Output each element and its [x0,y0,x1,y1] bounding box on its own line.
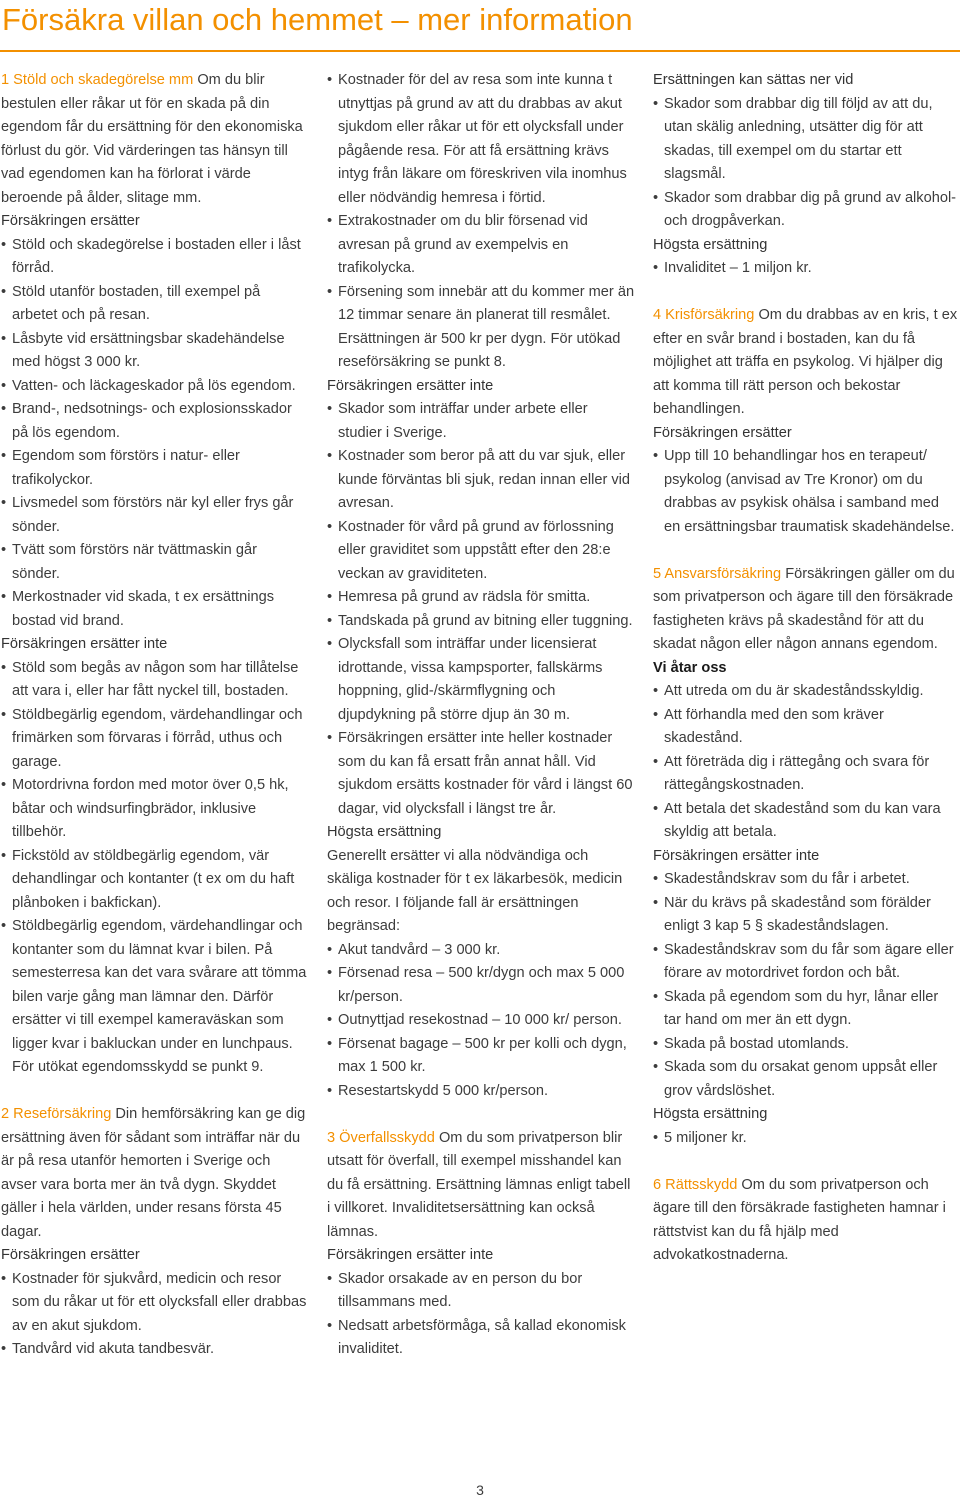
list-item: • Försenat bagage – 500 kr per kolli och dygn, max 1 500 kr. [327,1033,635,1080]
section-3-max-list [653,257,958,281]
section-3-excl-heading: Försäkringen ersätter inte [327,1247,494,1263]
list-item: • Invaliditet – 1 miljon kr. [653,257,958,281]
column-1 [1,69,307,1362]
section-6-heading: 6 Rättsskydd [653,1176,738,1193]
list-item: • Kostnader som beror på att du var sjuk, eller kunde förväntas bli sjuk, redan innan eller vid avresan. [327,445,635,516]
section-3-intro: 3 Överfallsskydd Om du som privatperson blir utsatt för överfall, till exempel misshandel kan du få ersättning. Ersättning lämnas enligt tabell i villkoret. Invaliditetsersättning kan också lämnas. [327,1129,631,1240]
section-5-excl-list [653,868,958,1103]
section-2-covers-heading: Försäkringen ersätter [1,1247,140,1263]
column-2 [327,69,635,1362]
list-item: • Tandvård vid akuta tandbesvär. [1,1338,307,1362]
list-item: • När du krävs på skadestånd som förälder enligt 3 kap 5 § skadeståndslagen. [653,892,958,939]
list-item: • Livsmedel som förstörs när kyl eller frys går sönder. [1,492,307,539]
section-2-max-heading: Högsta ersättning [327,824,442,840]
list-item: • Att företräda dig i rättegång och svara för rättegångskostnaden. [653,751,958,798]
list-item: • Resestartskydd 5 000 kr/person. [327,1080,635,1104]
section-2-excl-heading: Försäkringen ersätter inte [327,377,494,394]
list-item: • Skada på bostad utomlands. [653,1033,958,1057]
section-5-we-list [653,680,958,845]
section-5-max-heading: Högsta ersättning [653,1106,768,1122]
page-title: Försäkra villan och hemmet – mer information [2,2,633,37]
list-item: • Hemresa på grund av rädsla för smitta. [327,586,635,610]
list-item: • Skada som du orsakat genom uppsåt eller grov vårdslöshet. [653,1056,958,1103]
section-2-heading: 2 Reseförsäkring [1,1106,112,1122]
list-item: • Tvätt som förstörs när tvättmaskin går sönder. [1,539,307,586]
list-item: • Skadeståndskrav som du får i arbetet. [653,868,958,892]
list-item: • Motordrivna fordon med motor över 0,5 hk, båtar och windsurfingbrädor, inklusive tillbehör. [1,774,307,845]
section-5-intro: 5 Ansvarsförsäkring Försäkringen gäller om du som privatperson och ägare till den försäkrade fastigheten krävs på skadestånd för att du skadat någon eller någon annans egendom. [653,565,955,652]
list-item: • Att förhandla med den som kräver skadestånd. [653,704,958,751]
list-item: • Stöld och skadegörelse i bostaden eller i låst förråd. [1,234,307,281]
list-item: • Vatten- och läckageskador på lös egendom. [1,375,307,399]
list-item: • Försäkringen ersätter inte heller kostnader som du kan få ersatt från annat håll. Vid sjukdom ersätts kostnader för vård i längst 60 dagar, vid olycksfall i längst tre år. [327,727,635,821]
list-item: • Skada på egendom som du hyr, lånar eller tar hand om mer än ett dygn. [653,986,958,1033]
list-item: • Skadeståndskrav som du får som ägare eller förare av motordrivet fordon och båt. [653,939,958,986]
title-divider [0,50,960,52]
section-2-excl-list [327,398,635,821]
section-2-max-intro: Generellt ersätter vi alla nödvändiga och skäliga kostnader för t ex läkarbesök, medicin och resor. I följande fall är ersättningen begränsad: [327,847,623,934]
section-1-intro: 1 Stöld och skadegörelse mm Om du blir bestulen eller råkar ut för en skada på din egendom får du ersättning för den ekonomiska förlust du gör. Vid värderingen tas hänsyn till vad egendomen kan ha förlorat i värde beroende på ålder, slitage mm. [1,72,303,206]
list-item: • Stöldbegärlig egendom, värdehandlingar och frimärken som förvaras i förråd, uthus och garage. [1,704,307,775]
list-item: • Kostnader för vård på grund av förlossning eller graviditet som uppstått efter den 28:e veckan av graviditeten. [327,516,635,587]
list-item: • Outnyttjad resekostnad – 10 000 kr/ person. [327,1009,635,1033]
section-5-heading: 5 Ansvarsförsäkring [653,565,782,582]
section-2-max-list [327,939,635,1104]
section-1-covers-heading: Försäkringen ersätter [1,213,140,229]
section-3-heading: 3 Överfallsskydd [327,1129,435,1146]
list-item: • Merkostnader vid skada, t ex ersättnings bostad vid brand. [1,586,307,633]
list-item: • Stöld utanför bostaden, till exempel på arbetet och på resan. [1,281,307,328]
list-item: • Skador som drabbar dig till följd av att du, utan skälig anledning, utsätter dig för att skadas, till exempel om du startar ett slagsmål. [653,93,958,187]
section-2-intro: 2 Reseförsäkring Din hemförsäkring kan ge dig ersättning även för sådant som inträffar när du är på resa utanför hemorten i Sverige och avser vara borta mer än två dygn. Skyddet gäller i hela världen, under resans första 45 dagar. [1,1106,306,1240]
list-item: • Kostnader för sjukvård, medicin och resor som du råkar ut för ett olycksfall eller drabbas av en akut sjukdom. [1,1268,307,1339]
list-item: • Skador orsakade av en person du bor tillsammans med. [327,1268,635,1315]
section-4-covers-heading: Försäkringen ersätter [653,424,792,441]
list-item: • Olycksfall som inträffar under licensierat idrottande, vissa kampsporter, fallskärms hoppning, glid-/skärmflygning och djupdykning på större djup än 30 m. [327,633,635,727]
list-item: • Försening som innebär att du kommer mer än 12 timmar senare än planerat till resmålet. Ersättningen är 500 kr per dygn. För utökad reseförsäkring se punkt 8. [327,281,635,375]
section-5-excl-heading: Försäkringen ersätter inte [653,847,820,864]
list-item: • Brand-, nedsotnings- och explosionsskador på lös egendom. [1,398,307,445]
section-6-intro: 6 Rättsskydd Om du som privatperson och ägare till den försäkrade fastigheten hamnar i rättstvist kan du få hjälp med advokatkostnaderna. [653,1176,946,1263]
list-item: • Stöldbegärlig egendom, värdehandlingar och kontanter som du lämnat kvar i bilen. På semesterresa kan det vara svårare att tömma bilen varje gång man lämnar den. Därför ersätter vi till exempel kameraväskan som ligger kvar i bakluckan under en lunchpaus. För utökat egendomsskydd se punkt 9. [1,915,307,1080]
section-3-excl-list [327,1268,635,1362]
list-item: • Upp till 10 behandlingar hos en terapeut/ psykolog (anvisad av Tre Kronor) om du drabbas av psykisk ohälsa i samband med en ersättningsbar traumatisk skadehändelse. [653,445,958,539]
section-5-we-heading: Vi åtar oss [653,659,727,676]
list-item: • Skador som inträffar under arbete eller studier i Sverige. [327,398,635,445]
list-item: • 5 miljoner kr. [653,1127,958,1151]
section-2-covers-list-cont [327,69,635,375]
section-4-heading: 4 Krisförsäkring [653,307,755,323]
list-item: • Tandskada på grund av bitning eller tuggning. [327,610,635,634]
column-3 [653,69,958,1268]
list-item: • Stöld som begås av någon som har tillåtelse att vara i, eller har fått nyckel till, bostaden. [1,657,307,704]
list-item: • Låsbyte vid ersättningsbar skadehändelse med högst 3 000 kr. [1,328,307,375]
section-3-reduced-list [653,93,958,234]
section-3-reduced-heading: Ersättningen kan sättas ner vid [653,72,854,88]
list-item: • Nedsatt arbetsförmåga, så kallad ekonomisk invaliditet. [327,1315,635,1362]
list-item: • Extrakostnader om du blir försenad vid avresan på grund av exempelvis en trafikolycka. [327,210,635,281]
list-item: • Kostnader för del av resa som inte kunna t utnyttjas på grund av att du drabbas av akut sjukdom eller råkar ut för ett olycksfall under pågående resa. För att få ersättning krävs intyg från läkare om föreskriven vila inomhus eller nödvändig hemresa i förtid. [327,69,635,210]
list-item: • Att utreda om du är skadeståndsskyldig. [653,680,958,704]
list-item: • Akut tandvård – 3 000 kr. [327,939,635,963]
list-item: • Skador som drabbar dig på grund av alkohol- och drogpåverkan. [653,187,958,234]
section-3-max-heading: Högsta ersättning [653,236,768,253]
list-item: • Att betala det skadestånd som du kan vara skyldig att betala. [653,798,958,845]
section-1-excl-list [1,657,307,1080]
section-2-covers-list [1,1268,307,1362]
section-1-excl-heading: Försäkringen ersätter inte [1,636,168,652]
list-item: • Försenad resa – 500 kr/dygn och max 5 000 kr/person. [327,962,635,1009]
page-number: 3 [476,1482,484,1498]
section-1-covers-list [1,234,307,634]
section-4-covers-list [653,445,958,539]
list-item: • Fickstöld av stöldbegärlig egendom, vär dehandlingar och kontanter (t ex om du haft plånboken i bakfickan). [1,845,307,916]
section-1-heading: 1 Stöld och skadegörelse mm [1,72,194,88]
section-5-max-list [653,1127,958,1151]
list-item: • Egendom som förstörs i natur- eller trafikolyckor. [1,445,307,492]
section-4-intro: 4 Krisförsäkring Om du drabbas av en kris, t ex efter en svår brand i bostaden, kan du få möjlighet att träffa en psykolog. Vi hjälper dig att komma till rätt person och bekostar behandlingen. [653,307,958,417]
